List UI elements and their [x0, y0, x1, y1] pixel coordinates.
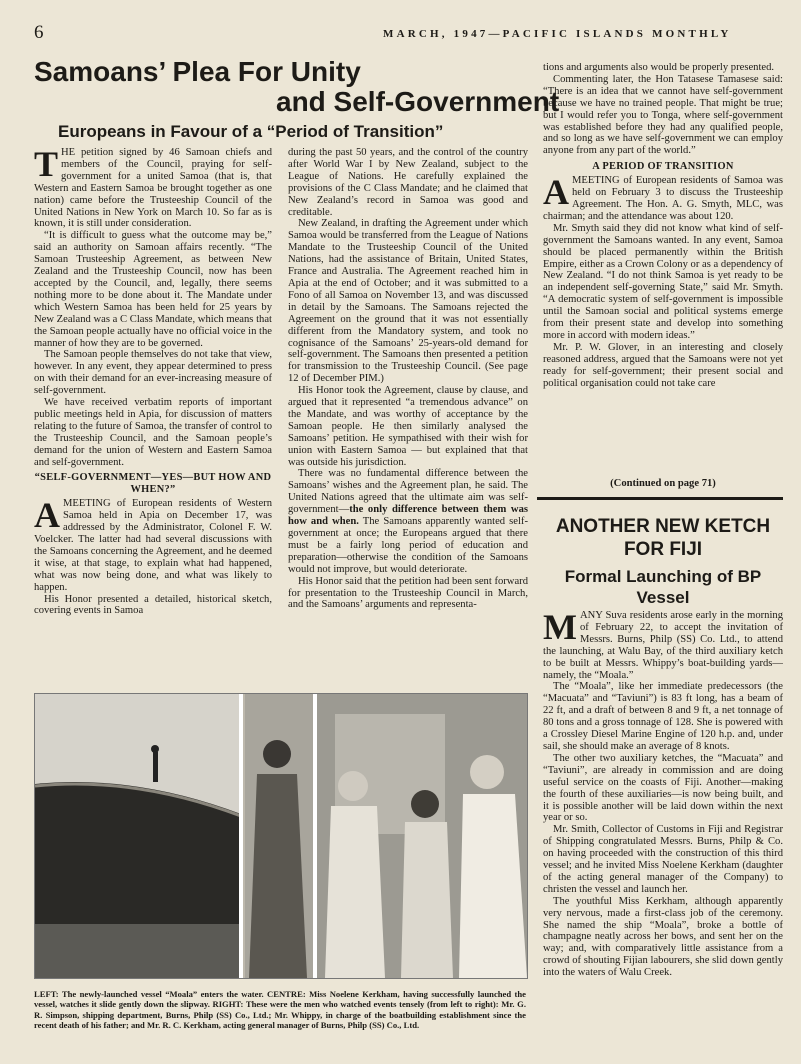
paragraph: The youthful Miss Kerkham, although apparently very nervous, made a first-class job of the ceremony. She named the ship “Moala”, broke a bottle of champagne neatly across her bows, and sent her on the way; and, with comparatively little assistance from a crowd of shouting Fijian labourers, she slid down gently into the waters of Walu Creek. — [543, 895, 783, 979]
paragraph-text: ANY Suva residents arose early in the morning of February 22, to accept the invitation of Messrs. Burns, Philp (SS) Co. Ltd., to attend the launching, at Walu Bay, of the third auxiliary ketch to be built at Messrs. Whippy’s boat-building yards—namely, the “Moala.” — [543, 610, 783, 681]
paragraph — [543, 172, 783, 223]
drop-cap: A — [34, 495, 60, 536]
man-right-shirt — [459, 794, 527, 978]
figure-head — [151, 745, 159, 753]
paragraph: The “Moala”, like her immediate predecessors (the “Macuata” and “Taviuni”) is 83 ft long, has a beam of 22 ft, and a draft of between 8 and 9 ft, a net tonnage of 80 tons and a gross tonnage of 128. She is powered with a Crossley Diesel Marine Engine of 120 h.p. and, under sail, she should make an average of 8 knots. — [543, 681, 783, 752]
headline-line: FOR FIJI — [623, 539, 703, 560]
page-number: 6 — [34, 22, 44, 43]
running-head: MARCH, 1947—PACIFIC ISLANDS MONTHLY — [383, 28, 732, 40]
figure-on-deck — [153, 752, 158, 782]
subheadline-line: Formal Launching of BP — [564, 567, 762, 586]
paragraph — [543, 610, 783, 681]
water — [35, 924, 241, 978]
article-column-2 — [288, 147, 528, 687]
man-right-head — [470, 755, 504, 789]
article-title-line2: and Self-Government — [276, 86, 560, 117]
paragraph: We have received verbatim reports of important public meetings held in Apia, for discussion of matters relating to the future of Samoa, the transfer of control to the Trusteeship Council, and the Samoan people’s demand for the union of Western and Eastern Samoa and self-government. — [34, 397, 272, 468]
paragraph: His Honor presented a detailed, historical sketch, covering events in Samoa — [34, 593, 272, 617]
paragraph: “It is difficult to guess what the outcome may be,” said an authority on Samoan affairs recently. “The Samoan Trusteeship Agreement, as between New Zealand and the Trusteeship Council, now has been accepted by the Council, and, legally, there seems nothing more to be done about it. The Mandate under which Western Samoa has been held for 25 years by New Zealand was a C Class Mandate, which means that the Samoan people actually have no official voice in the manner of how they are to be governed. — [34, 230, 272, 349]
paragraph-text: MEETING of European residents of Samoa was held on February 3 to discuss the Trusteeship Agreement. The Hon. A. G. Smyth, MLC, was chairman; and the attendance was about 120. — [543, 175, 783, 222]
woman-head — [263, 740, 291, 768]
drop-cap: T — [34, 147, 59, 184]
photo-illustration — [35, 694, 527, 978]
headline-line: ANOTHER NEW KETCH — [555, 516, 771, 537]
article-subtitle: Europeans in Favour of a “Period of Transition” — [58, 122, 444, 141]
article-title-line1: Samoans’ Plea For Unity — [34, 56, 361, 87]
ketch-headline — [543, 515, 783, 561]
paragraph: The Samoan people themselves do not take that view, however. In any event, they appear determined to press on with their demand for an ever-increasing measure of self-government. — [34, 349, 272, 397]
paragraph-text: There was no fundamental difference between the Samoans’ wishes and the Agreement plan, he said. The United Nations agreed that the ultimate aim was self-government— — [288, 468, 528, 516]
paragraph-text: MEETING of European residents of Western Samoa held in Apia on December 17, was addressed by the Administrator, Colonel F. W. Voelcker. The latter had had several discussions with the Samoans concerning the Agreement, and he deemed it wise, at that stage, to explain what had happened, what was now being done, and what was likely to happen. — [34, 498, 272, 593]
man-left-head — [338, 771, 368, 801]
man-centre-head — [411, 790, 439, 818]
drop-cap: M — [543, 610, 577, 647]
emphasis-text: the only difference between them was how and when. — [288, 504, 528, 528]
continued-note: (Continued on page 71) — [610, 478, 716, 489]
subheadline-line: Vessel — [636, 588, 690, 607]
paragraph: The other two auxiliary ketches, the “Macuata” and “Taviuni”, are already in commission and are doing useful service on the coasts of Fiji. Another—making the fourth of these auxiliaries—is now being built, and it is possible another will be laid down within the next year or so. — [543, 752, 783, 824]
article-column-1 — [34, 147, 272, 687]
paragraph: Mr. Smyth said they did not know what kind of self-government the Samoans wanted. In any event, Samoa should be placed permanently within the British Empire, either as a Crown Colony or as a dependency of New Zealand. “I do not think Samoa is yet ready to be an independent self-governing State,” said Mr. Smyth. “A democratic system of self-government is impossible until the Samoan social and political systems emerge from their present state and develop into something more in accord with modern ideas.” — [543, 222, 783, 341]
paragraph: Mr. Smith, Collector of Customs in Fiji and Registrar of Shipping congratulated Messrs. Burns, Philp & Co. on having proceeded with the construction of this third vessel; and he invited Miss Noelene Kerkham (daughter of the acting general manager of the Company) to christen the vessel and launch her. — [543, 824, 783, 895]
paragraph: Commenting later, the Hon Tatasese Tamasese said: “There is an idea that we cannot have self-government because we have no trained people. That might be true; but I would refer you to Tonga, where self-government was established before they had any qualified people, and so long as we have self-government we can employ anyone from any part of the world.” — [543, 73, 783, 157]
paragraph — [34, 147, 272, 230]
article-column-3 — [543, 62, 783, 492]
paragraph: New Zealand, in drafting the Agreement under which Samoa would be transferred from the League of Nations Mandate to the Trusteeship Council of the United Nations, had the assistance of Britain, United States, France and Australia. The Agreement reached him in Apia at the end of October; and it was submitted to a Fono of all Samoa on November 13, and was discussed in detail by the Samoans. The Samoans rejected the Agreement on the ground that it was not essentially different from the Mandatory system, and took no cognisance of the Samoans’ 25-years-old demand for self-government. The Samoans then presented a petition for transmission to the Trusteeship Council. (See page 12 of December PIM.) — [288, 218, 528, 385]
paragraph: during the past 50 years, and the control of the country after World War I by New Zealand, subject to the League of Nations. He carefully explained the provisions of the C Class Mandate; and he claimed that New Zealand’s record in Samoa was good and creditable. — [288, 147, 528, 218]
paragraph: His Honor said that the petition had been sent forward for presentation to the Trusteeship Council in March, and the Samoans’ arguments and representa- — [288, 575, 528, 611]
section-heading: “SELF-GOVERNMENT—YES—BUT HOW AND WHEN?” — [34, 472, 272, 496]
launch-photograph — [34, 693, 528, 979]
ketch-article-column — [543, 610, 783, 1054]
man-left-shirt — [325, 806, 385, 978]
paragraph — [34, 495, 272, 593]
paragraph-text: HE petition signed by 46 Samoan chiefs and members of the Council, praying for self-government for a united Samoa (that is, that Western and Eastern Samoa be brought together as one nation) came before the Trusteeship Council of the United Nations in New York on March 10. So far as is known, it is still under consideration. — [34, 147, 272, 230]
man-centre-shirt — [401, 822, 453, 978]
paragraph-text: The Samoans apparently wanted self-government at once; the Europeans argued that there must be a fairly long period of education and preparation—otherwise the condition of the Samoans would not improve, but would deteriorate. — [288, 516, 528, 575]
woman-dress — [249, 774, 307, 978]
paragraph: Mr. P. W. Glover, in an interesting and closely reasoned address, argued that the Samoans were not yet ready for self-government; their present social and political organisation could not take care — [543, 341, 783, 389]
section-heading: A PERIOD OF TRANSITION — [592, 161, 734, 173]
ketch-subheadline — [543, 566, 783, 608]
drop-cap: A — [543, 172, 569, 213]
paragraph: tions and arguments also would be properly presented. — [543, 62, 775, 73]
paragraph — [288, 468, 528, 575]
photo-caption: LEFT: The newly-launched vessel “Moala” enters the water. CENTRE: Miss Noelene Kerkham, having successfully launched the vessel, watches it slide gently down the slipway. RIGHT: These were the men who watched events tensely (from left to right): Mr. G. R. Simpson, shipping department, Burns, Philp (SS) Co., Ltd.; Mr. Whippy, in charge of the boatbuilding establishment since the recent death of his father; and Mr. R. C. Kerkham, acting general manager of Burns, Philp (SS) Co., Ltd. — [34, 989, 526, 1031]
paragraph: His Honor took the Agreement, clause by clause, and argued that it represented “a tremendous advance” on the Mandate, and was worthy of acceptance by the Samoan people. He then similarly analysed the Samoans’ petition. He sympathised with their wish for union with Eastern Samoa — but explained that that was outside his jurisdiction. — [288, 385, 528, 468]
divider — [537, 497, 783, 500]
